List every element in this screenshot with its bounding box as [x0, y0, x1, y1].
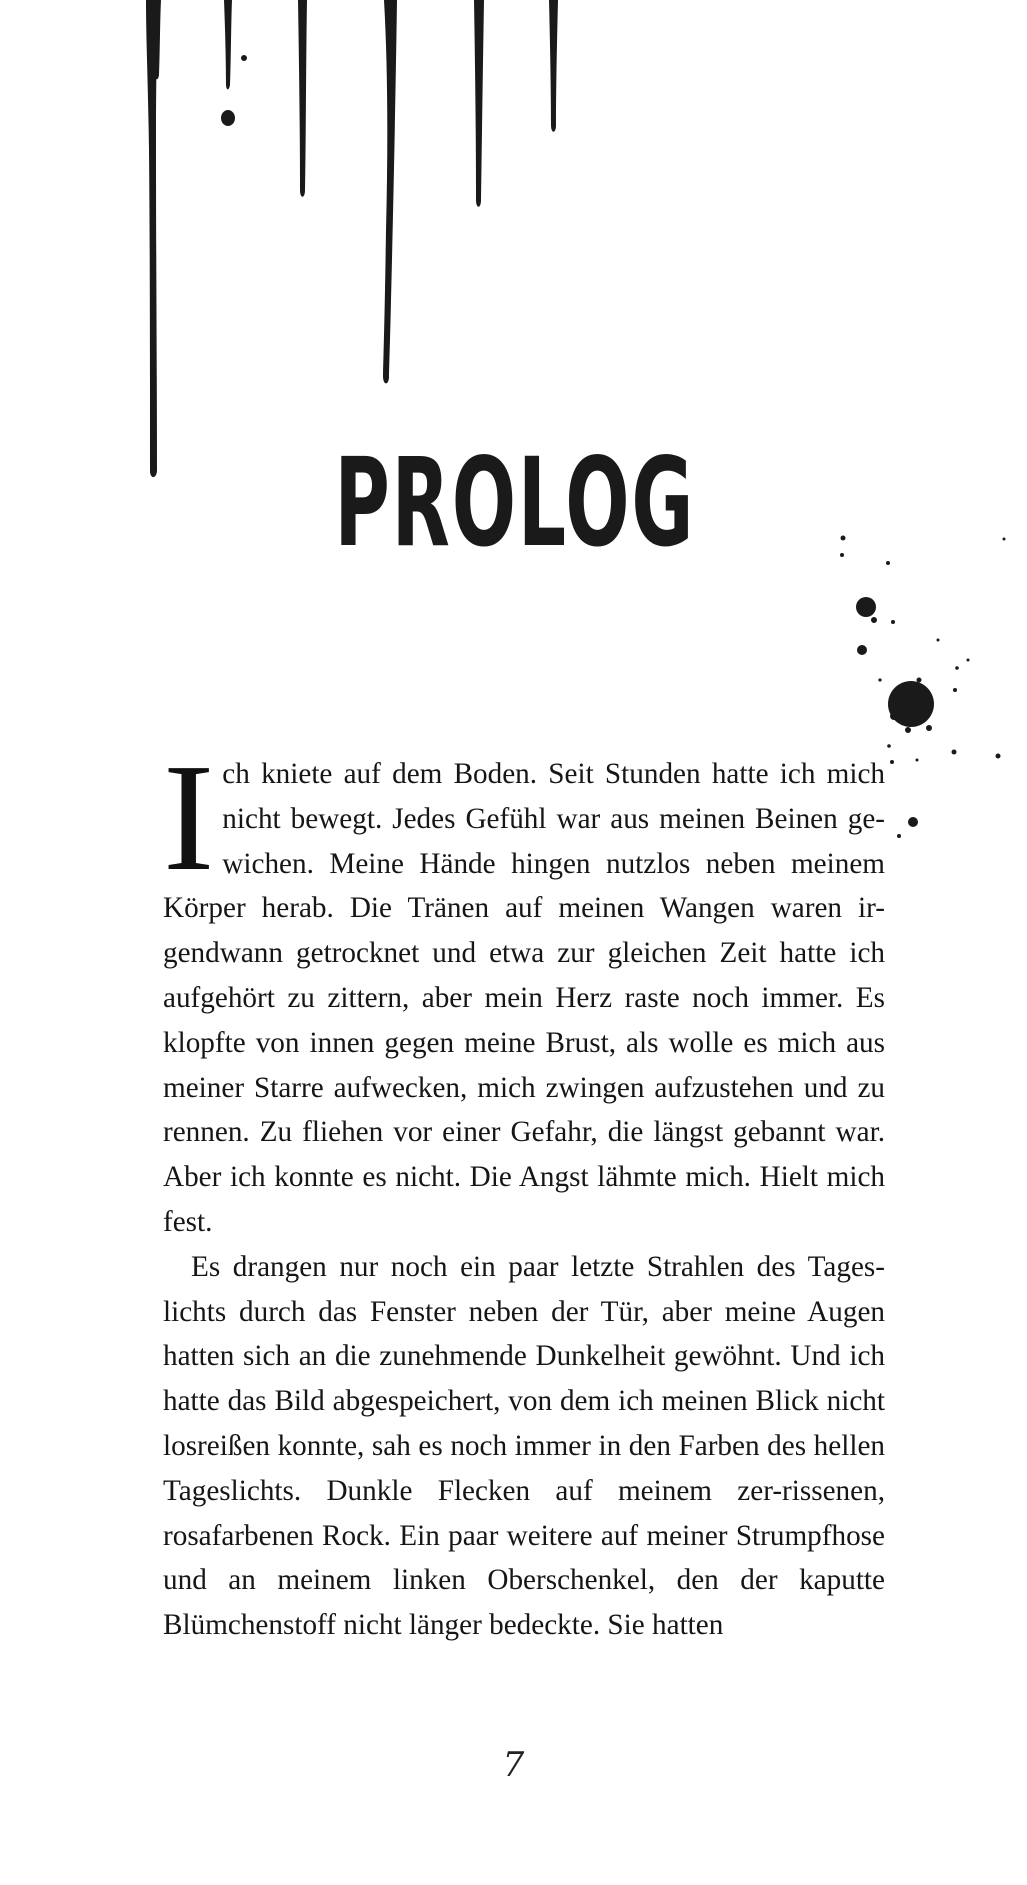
paragraph-2: Es drangen nur noch ein paar letzte Strahlen des Tages-lichts durch das Fenster neben der Tür, aber meine Augen hatten sich an die zunehmende Dunkelheit gewöhnt. Und ich hatte das Bild abgespeichert, von dem ich meinen Blick nicht losreißen konnte, sah es noch immer in den Farben des hellen Tageslichts. Dunkle Flecken auf meinem zer-rissenen, rosafarbenen Rock. Ein paar weitere auf meiner Strumpfhose und an meinem linken Oberschenkel, den der kaputte Blümchenstoff nicht länger bedeckte. Sie hatten: [163, 1250, 885, 1642]
chapter-title: PROLOG: [334, 432, 696, 574]
page-number: 7: [502, 1745, 525, 1785]
chapter-body: [163, 733, 885, 1648]
paragraph-1: Ich kniete auf dem Boden. Seit Stunden hatte ich mich nicht bewegt. Jedes Gefühl war aus meinen Beinen ge-wichen. Meine Hände hingen nutzlos neben meinem Körper herab. Die Tränen auf meinen Wangen waren ir-gendwann getrocknet und etwa zur gleichen Zeit hatte ich aufgehört zu zittern, aber mein Herz raste noch immer. Es klopfte von innen gegen meine Brust, als wolle es mich aus meiner Starre aufwecken, mich zwingen aufzustehen und zu rennen. Zu fliehen vor einer Gefahr, die längst gebannt war. Aber ich konnte es nicht. Die Angst lähmte mich. Hielt mich fest.: [163, 733, 885, 1238]
